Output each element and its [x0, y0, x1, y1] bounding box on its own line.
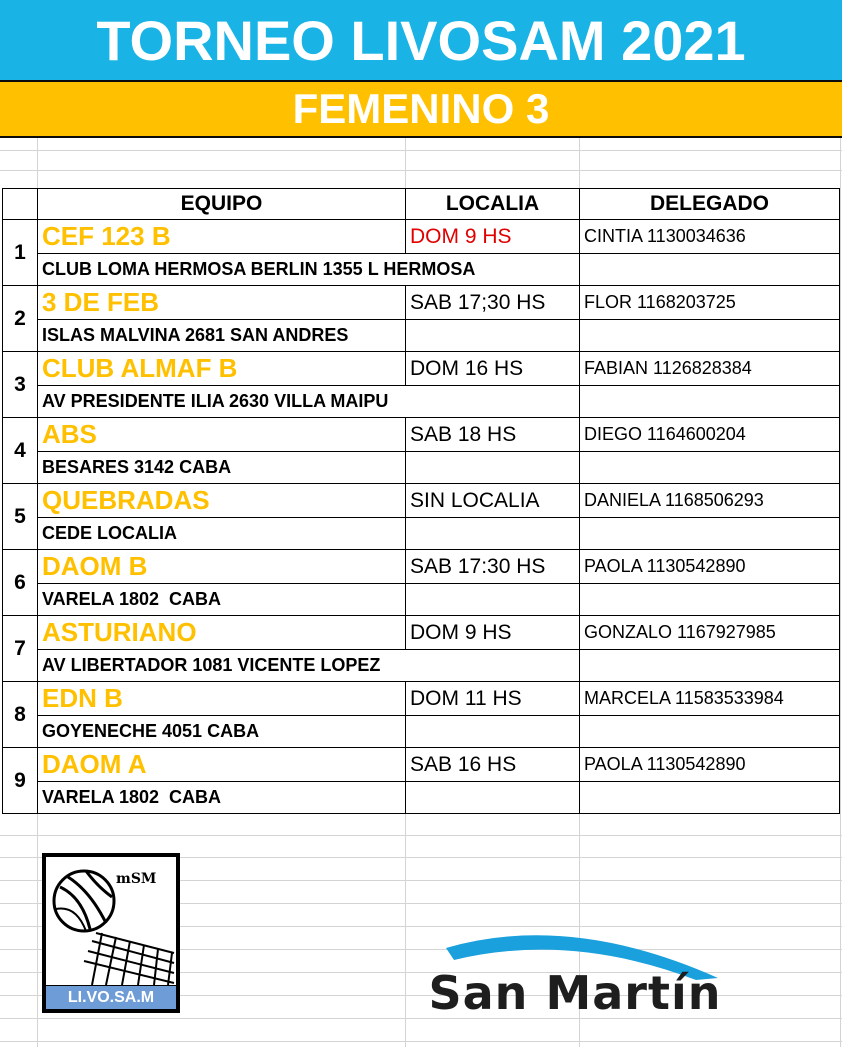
- table-header-row: [3, 189, 840, 220]
- empty-cell: [580, 716, 840, 748]
- row-number: 8: [3, 682, 38, 748]
- address-row: [3, 452, 840, 484]
- delegado-cell: DANIELA 1168506293: [580, 484, 840, 518]
- address-cell: AV LIBERTADOR 1081 VICENTE LOPEZ: [38, 650, 580, 682]
- table-row: [3, 616, 840, 650]
- row-number: 6: [3, 550, 38, 616]
- table-row: [3, 286, 840, 320]
- address-row: [3, 386, 840, 418]
- table-row: [3, 352, 840, 386]
- localia-cell: DOM 16 HS: [406, 352, 580, 386]
- address-row: [3, 518, 840, 550]
- empty-cell: [580, 650, 840, 682]
- header-delegado: DELEGADO: [580, 189, 840, 220]
- logo-label: LI.VO.SA.M: [46, 986, 176, 1009]
- address-cell: ISLAS MALVINA 2681 SAN ANDRES: [38, 320, 406, 352]
- address-cell: CLUB LOMA HERMOSA BERLIN 1355 L HERMOSA: [38, 254, 580, 286]
- team-name: 3 DE FEB: [38, 286, 406, 320]
- localia-cell: SAB 18 HS: [406, 418, 580, 452]
- address-row: [3, 320, 840, 352]
- table-body: [3, 220, 840, 814]
- empty-cell: [406, 782, 580, 814]
- empty-cell: [580, 782, 840, 814]
- localia-cell: SAB 17:30 HS: [406, 550, 580, 584]
- empty-cell: [580, 254, 840, 286]
- header-equipo: EQUIPO: [38, 189, 406, 220]
- address-cell: BESARES 3142 CABA: [38, 452, 406, 484]
- row-number: 7: [3, 616, 38, 682]
- header-localia: LOCALIA: [406, 189, 580, 220]
- table-row: [3, 682, 840, 716]
- empty-cell: [406, 320, 580, 352]
- address-row: [3, 584, 840, 616]
- delegado-cell: PAOLA 1130542890: [580, 748, 840, 782]
- team-name: DAOM B: [38, 550, 406, 584]
- localia-cell: SAB 17;30 HS: [406, 286, 580, 320]
- page-title: TORNEO LIVOSAM 2021: [0, 0, 842, 80]
- empty-cell: [406, 452, 580, 484]
- san-martin-logo-text: San Martín: [428, 966, 722, 1020]
- localia-cell: SIN LOCALIA: [406, 484, 580, 518]
- empty-cell: [406, 716, 580, 748]
- teams-table: [2, 188, 840, 814]
- table-row: [3, 418, 840, 452]
- table-row: [3, 220, 840, 254]
- delegado-cell: GONZALO 1167927985: [580, 616, 840, 650]
- team-name: ABS: [38, 418, 406, 452]
- team-name: ASTURIANO: [38, 616, 406, 650]
- address-row: [3, 716, 840, 748]
- delegado-cell: FLOR 1168203725: [580, 286, 840, 320]
- row-number: 4: [3, 418, 38, 484]
- localia-cell: SAB 16 HS: [406, 748, 580, 782]
- localia-cell: DOM 9 HS: [406, 220, 580, 254]
- volleyball-icon: [46, 857, 176, 985]
- row-number: 9: [3, 748, 38, 814]
- empty-cell: [406, 518, 580, 550]
- address-row: [3, 782, 840, 814]
- delegado-cell: CINTIA 1130034636: [580, 220, 840, 254]
- address-cell: GOYENECHE 4051 CABA: [38, 716, 406, 748]
- team-name: CEF 123 B: [38, 220, 406, 254]
- team-name: DAOM A: [38, 748, 406, 782]
- delegado-cell: PAOLA 1130542890: [580, 550, 840, 584]
- empty-cell: [406, 584, 580, 616]
- address-cell: AV PRESIDENTE ILIA 2630 VILLA MAIPU: [38, 386, 580, 418]
- logo-panel: [46, 857, 176, 985]
- delegado-cell: MARCELA 11583533984: [580, 682, 840, 716]
- table-row: [3, 748, 840, 782]
- logo-tag: mSM: [116, 871, 157, 887]
- row-number: 3: [3, 352, 38, 418]
- empty-cell: [580, 452, 840, 484]
- empty-cell: [580, 386, 840, 418]
- row-number: 5: [3, 484, 38, 550]
- team-name: QUEBRADAS: [38, 484, 406, 518]
- empty-cell: [580, 320, 840, 352]
- delegado-cell: FABIAN 1126828384: [580, 352, 840, 386]
- address-row: [3, 650, 840, 682]
- empty-cell: [580, 584, 840, 616]
- row-number: 2: [3, 286, 38, 352]
- row-number: 1: [3, 220, 38, 286]
- team-name: CLUB ALMAF B: [38, 352, 406, 386]
- delegado-cell: DIEGO 1164600204: [580, 418, 840, 452]
- address-row: [3, 254, 840, 286]
- team-name: EDN B: [38, 682, 406, 716]
- table-row: [3, 550, 840, 584]
- header-number: [3, 189, 38, 220]
- table-row: [3, 484, 840, 518]
- address-cell: VARELA 1802 CABA: [38, 584, 406, 616]
- address-cell: VARELA 1802 CABA: [38, 782, 406, 814]
- livosam-logo: [42, 853, 180, 1013]
- address-cell: CEDE LOCALIA: [38, 518, 406, 550]
- empty-cell: [580, 518, 840, 550]
- page-subtitle: FEMENINO 3: [0, 80, 842, 138]
- localia-cell: DOM 9 HS: [406, 616, 580, 650]
- localia-cell: DOM 11 HS: [406, 682, 580, 716]
